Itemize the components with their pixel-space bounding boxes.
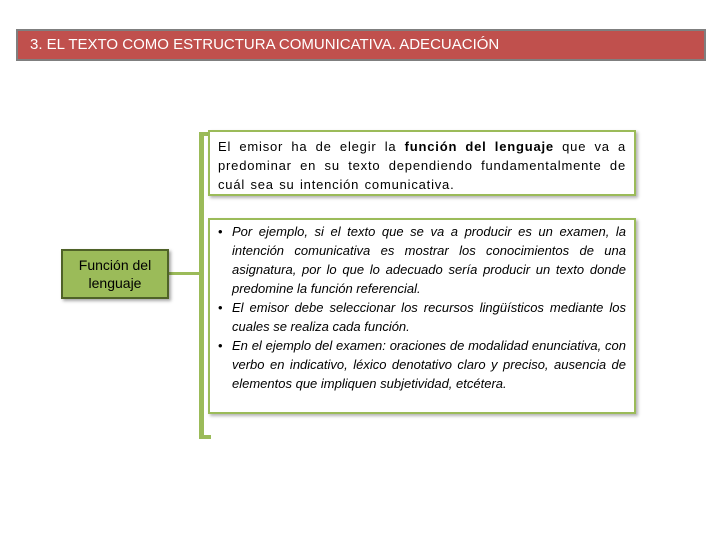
connector-mid-tick — [169, 272, 201, 275]
definition-box — [208, 130, 636, 196]
bullet-icon: • — [218, 338, 223, 353]
definition-text: El emisor ha de elegir la función del lenguaje que va a predominar en su texto dependiendo fundamentalmente de cuál sea su intención comunicativa. — [218, 139, 627, 192]
connector-bottom-tick — [199, 435, 211, 439]
definition-bold: función del lenguaje — [404, 139, 554, 154]
bullet-icon: • — [218, 224, 223, 239]
function-label-text: Función del lenguaje — [78, 257, 152, 291]
bullet-icon: • — [218, 300, 223, 315]
connector-vertical — [199, 132, 204, 439]
examples-box — [208, 218, 636, 414]
list-item: • Por ejemplo, si el texto que se va a producir es un examen, la intención comunicativa es mostrar los conocimientos de una asignatura, por lo que lo adecuado sería producir un texto donde predomine la función referencial. — [218, 224, 626, 296]
slide-title: 3. EL TEXTO COMO ESTRUCTURA COMUNICATIVA. ADECUACIÓN — [16, 29, 706, 61]
examples-list — [216, 222, 626, 393]
list-item: • En el ejemplo del examen: oraciones de modalidad enunciativa, con verbo en indicativo, léxico denotativo claro y preciso, ausencia de elementos que impliquen subjetividad, etcétera. — [218, 338, 626, 391]
function-label-box — [61, 249, 169, 299]
list-item: • El emisor debe seleccionar los recursos lingüísticos mediante los cuales se realiza cada función. — [218, 300, 626, 334]
